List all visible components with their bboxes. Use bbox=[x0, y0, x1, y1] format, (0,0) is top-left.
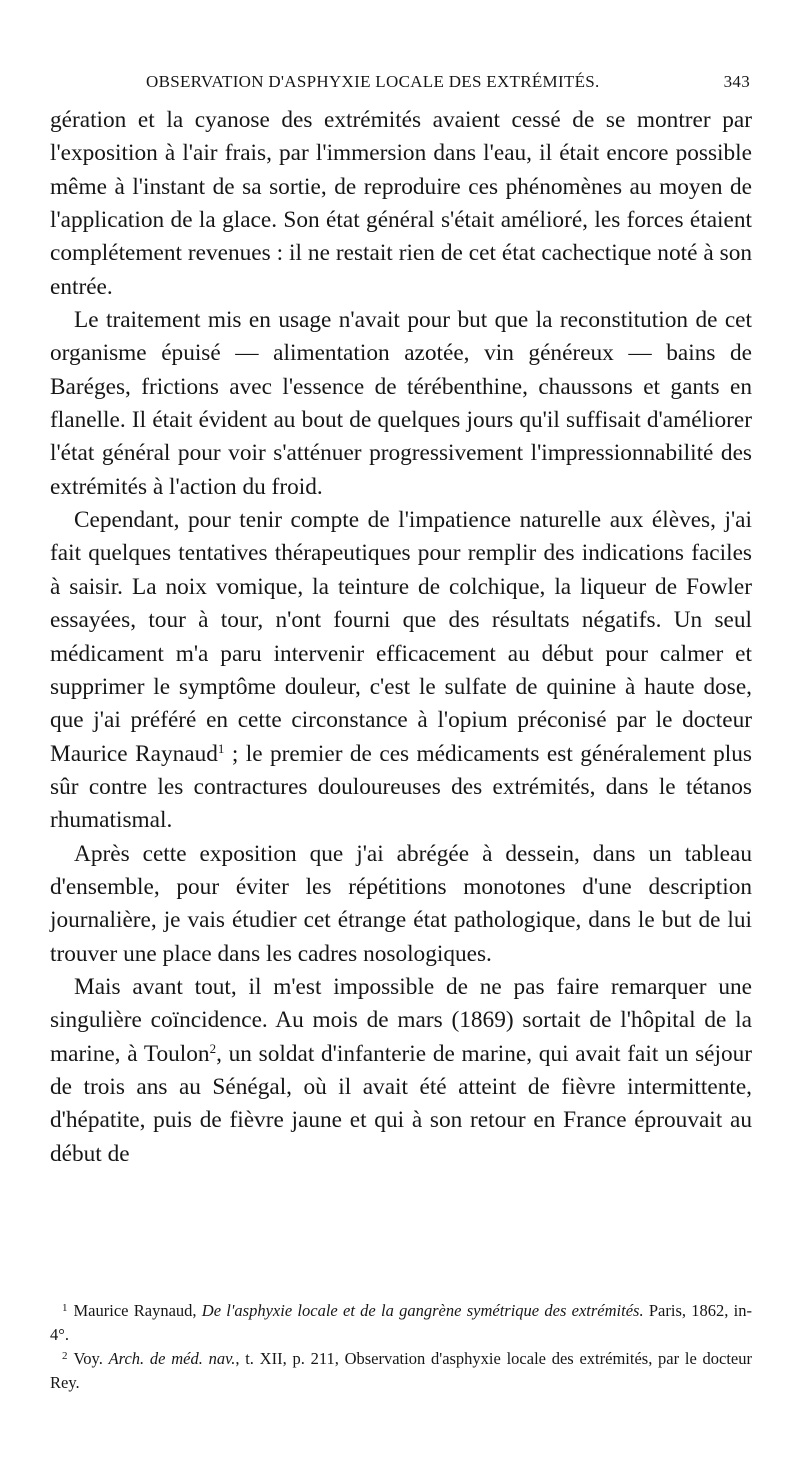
paragraph-continued: gération et la cyanose des extrémités avaient cessé de se montrer par l'exposition à l'air frais, par l'immersion dans l'eau, il était encore possible même à l'instant de sa sortie, de reproduire ces phénomènes au moyen de l'application de la glace. Son état général s'était amélioré, les forces étaient complétement revenues : il ne restait rien de cet état cachectique noté à son entrée. bbox=[50, 107, 752, 300]
body-text bbox=[50, 104, 752, 1171]
footnote-mark: 2 bbox=[62, 1350, 68, 1362]
paragraph-treatment: Le traitement mis en usage n'avait pour but que la reconstitution de cet organisme épuisé — alimentation azotée, vin généreux — bains de Baréges, frictions avec l'essence de térébenthine, chaussons et gants en flanelle. Il était évident au bout de quelques jours qu'il suffisait d'améliorer l'état général pour voir s'atténuer progressivement l'impressionnabilité des extrémités à l'action du froid. bbox=[50, 307, 752, 500]
footnote-imprint: Paris, 1862, in-4°. bbox=[50, 1301, 752, 1344]
footnote-2 bbox=[50, 1347, 752, 1395]
text-span: , un soldat d'infanterie de marine, qui avait fait un séjour de trois ans au Sénégal, où il avait été atteint de fièvre intermittente, d'hépatite, puis de fièvre jaune et qui à son retour en France éprouvait au début de bbox=[50, 1040, 753, 1167]
paragraph-therapeutics bbox=[50, 504, 752, 837]
footnote-journal: Arch. de méd. nav. bbox=[108, 1349, 236, 1368]
footnote-ref-2[interactable]: 2 bbox=[209, 1040, 217, 1056]
footnote-work-title: De l'asphyxie locale et de la gangrène symétrique des extrémités. bbox=[201, 1301, 644, 1320]
text-span: Mais avant tout, il m'est impossible de ne pas faire remarquer une singulière coïncidence. Au mois de mars (1869) sortait de l'hôpital de la marine, à Toulon bbox=[50, 973, 752, 1067]
running-title: OBSERVATION D'ASPHYXIE LOCALE DES EXTRÉMITÉS. bbox=[146, 72, 600, 91]
text-span: ; le premier de ces médicaments est généralement plus sûr contre les contractures douloureuses des extrémités, dans le tétanos rhumatismal. bbox=[50, 740, 752, 834]
paragraph-coincidence bbox=[50, 971, 752, 1171]
text-span: Cependant, pour tenir compte de l'impatience naturelle aux élèves, j'ai fait quelques tentatives thérapeutiques pour remplir des indications faciles à saisir. La noix vomique, la teinture de colchique, la liqueur de Fowler essayées, tour à tour, n'ont fourni que des résultats négatifs. Un seul médicament m'a paru intervenir efficacement au début pour calmer et supprimer le symptôme douleur, c'est le sulfate de quinine à haute dose, que j'ai préféré en cette circonstance à l'opium préconisé par le docteur Maurice Raynaud bbox=[50, 507, 752, 767]
footnote-mark: 1 bbox=[62, 1302, 68, 1314]
footnote-lead: Voy. bbox=[73, 1349, 109, 1368]
page-number: 343 bbox=[723, 72, 750, 91]
footnote-author: Maurice Raynaud, bbox=[73, 1301, 202, 1320]
footnote-1 bbox=[50, 1299, 752, 1347]
paragraph-exposition: Après cette exposition que j'ai abrégée à dessein, dans un tableau d'ensemble, pour éviter les répétitions monotones d'une description journalière, je vais étudier cet étrange état pathologique, dans le but de lui trouver une place dans les cadres nosologiques. bbox=[50, 840, 752, 967]
footnote-reference: , t. XII, p. 211, Observation d'asphyxie locale des extrémités, par le docteur Rey. bbox=[50, 1349, 753, 1392]
running-head bbox=[50, 72, 750, 96]
footnote-ref-1[interactable]: 1 bbox=[217, 740, 225, 756]
footnotes bbox=[50, 1299, 752, 1395]
